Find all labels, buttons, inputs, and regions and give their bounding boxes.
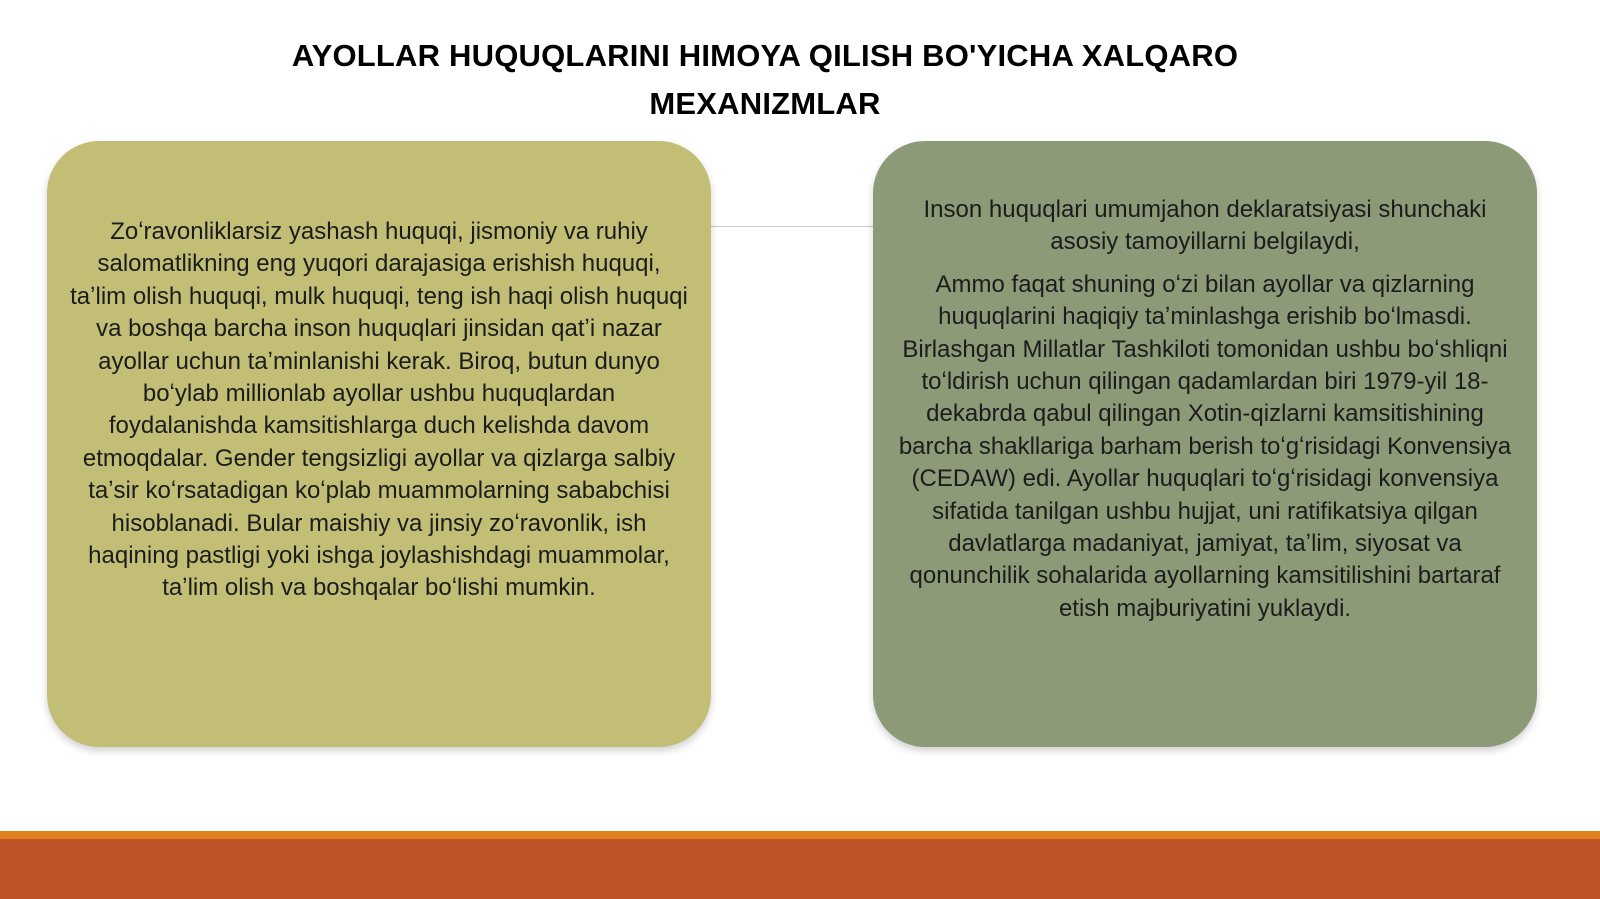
right-text-box bbox=[873, 141, 1537, 747]
left-box-text: Zoʻravonliklarsiz yashash huquqi, jismoniy va ruhiy salomatlikning eng yuqori darajasiga erishish huquqi, taʼlim olish huquqi, mulk huquqi, teng ish haqi olish huquqi va boshqa barcha inson huquqlari jinsidan qatʼi nazar ayollar uchun taʼminlanishi kerak. Biroq, butun dunyo boʻylab millionlab ayollar ushbu huquqlardan foydalanishda kamsitishlarga duch kelishda davom etmoqdalar. Gender tengsizligi ayollar va qizlarga salbiy taʼsir koʻrsatadigan koʻplab muammolarning sababchisi hisoblanadi. Bular maishiy va jinsiy zoʻravonlik, ish haqining pastligi yoki ishga joylashishdagi muammolar, taʼlim olish va boshqalar boʻlishi mumkin. bbox=[70, 218, 688, 602]
footer-band bbox=[0, 839, 1600, 899]
connector-line bbox=[710, 226, 875, 227]
slide-title: AYOLLAR HUQUQLARINI HIMOYA QILISH BO'YICHA XALQARO MEXANIZMLAR bbox=[291, 38, 1239, 121]
right-box-paragraph-1: Inson huquqlari umumjahon deklaratsiyasi shunchaki asosiy tamoyillarni belgilaydi, bbox=[923, 196, 1487, 256]
footer-accent-stripe bbox=[0, 831, 1600, 839]
left-text-box bbox=[47, 141, 711, 747]
right-box-paragraph-2: Ammo faqat shuning oʻzi bilan ayollar va qizlarning huquqlarini haqiqiy taʼminlashga erishib boʻlmasdi. Birlashgan Millatlar Tashkiloti tomonidan ushbu boʻshliqni toʻldirish uchun qilingan qadamlardan biri 1979-yil 18-dekabrda qabul qilingan Xotin-qizlarni kamsitishining barcha shakllariga barham berish toʻgʻrisidagi Konvensiya (CEDAW) edi. Ayollar huquqlari toʻgʻrisidagi konvensiya sifatida tanilgan ushbu hujjat, uni ratifikatsiya qilgan davlatlarga madaniyat, jamiyat, taʼlim, siyosat va qonunchilik sohalarida ayollarning kamsitilishini bartaraf etish majburiyatini yuklaydi. bbox=[898, 270, 1512, 622]
